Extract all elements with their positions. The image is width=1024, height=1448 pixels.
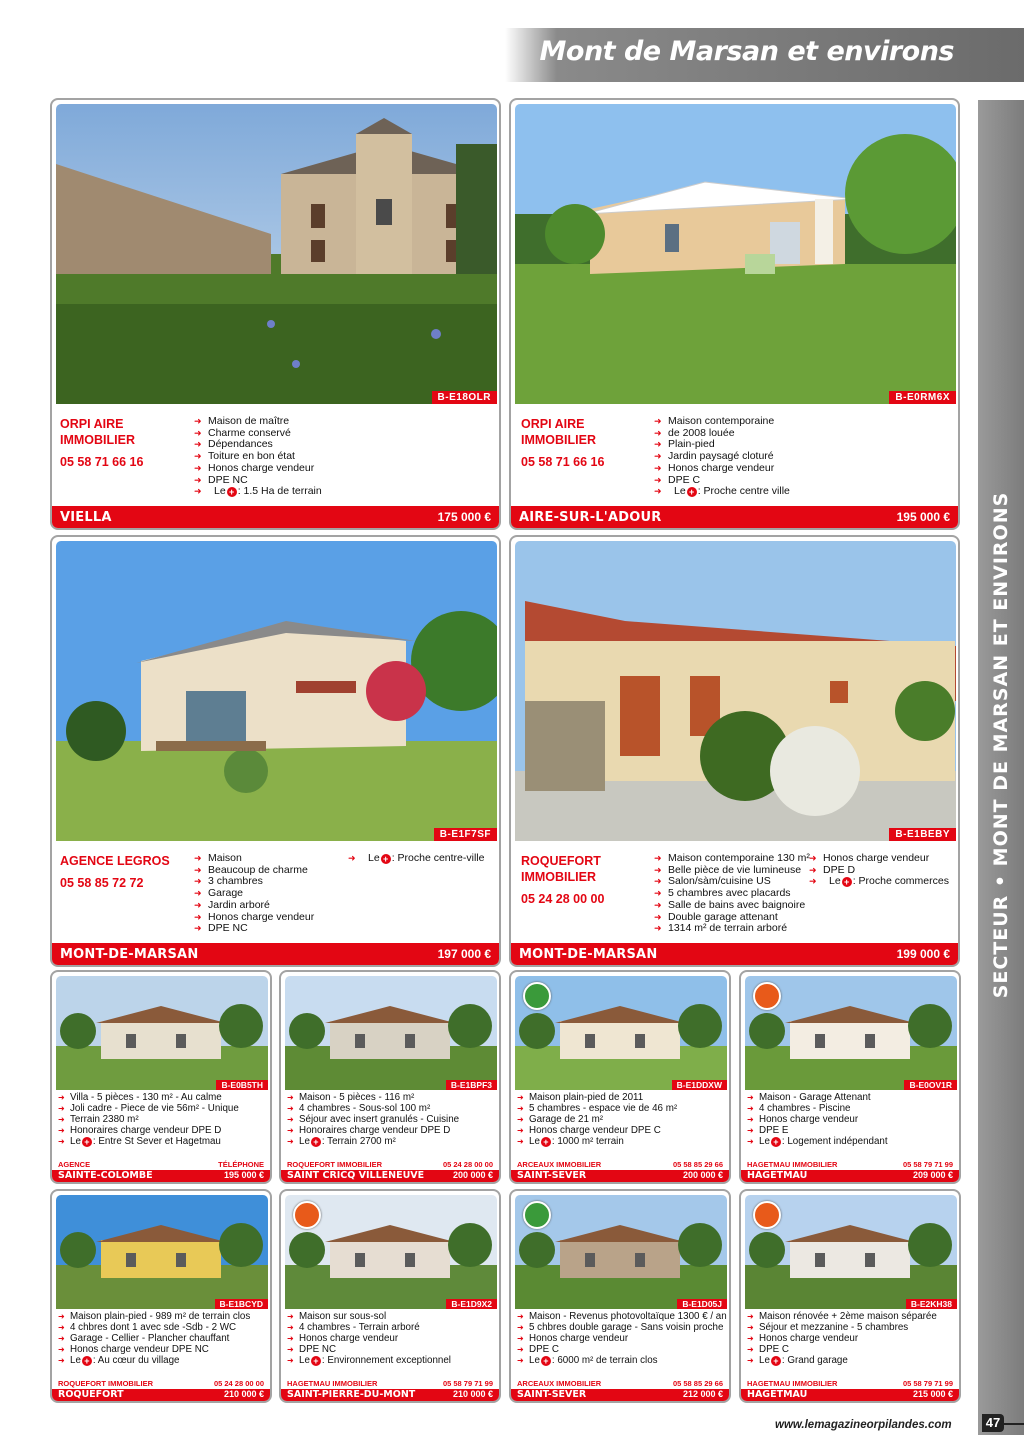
feature-item: ➜ Séjour avec insert granulés - Cuisine [287, 1114, 459, 1125]
listing-reference: B-E1F7SF [434, 828, 497, 841]
city-name: AIRE-SUR-L'ADOUR [519, 510, 662, 525]
city-price-bar [52, 1389, 270, 1401]
feature-item: ➜ 4 chambres - Piscine [747, 1103, 888, 1114]
agency-phone: 05 58 85 29 66 [672, 1379, 723, 1388]
small-listing-card[interactable] [279, 1189, 501, 1403]
city-price-bar [52, 943, 499, 965]
feature-item: ➜ Salon/sàm/cuisine US [654, 876, 810, 888]
property-photo [745, 976, 957, 1090]
feature-item: ➜ Honos charge vendeur DPE C [517, 1125, 677, 1136]
plus-icon: + [82, 1137, 92, 1147]
listing-card[interactable] [50, 535, 501, 967]
property-photo [56, 1195, 268, 1309]
feature-item: ➜ 4 chbres dont 1 avec sde -Sdb - 2 WC [58, 1322, 250, 1333]
agency-phone: 05 24 28 00 00 [521, 892, 605, 906]
feature-plus-item: ➜ Le + : Entre St Sever et Hagetmau [58, 1136, 239, 1147]
listing-reference: B-E18OLR [432, 391, 497, 404]
agency-line [741, 1160, 959, 1170]
agency-name: ROQUEFORT IMMOBILIER [58, 1379, 153, 1388]
price: 212 000 € [682, 1389, 723, 1399]
feature-item: ➜ 5 chambres avec placards [654, 888, 810, 900]
feature-plus-item: ➜ Le + : Grand garage [747, 1355, 937, 1366]
agency-name: HAGETMAU IMMOBILIER [287, 1379, 378, 1388]
price: 197 000 € [437, 947, 491, 961]
property-photo [56, 976, 268, 1090]
feature-list [654, 853, 810, 935]
section-header-banner [505, 28, 1024, 82]
agency-name: ARCEAUX IMMOBILIER [517, 1160, 602, 1169]
property-photo [515, 104, 956, 404]
agency-phone: 05 58 85 72 72 [60, 876, 144, 890]
feature-item: ➜ Honoraires charge vendeur DPE D [58, 1125, 239, 1136]
city-price-bar [741, 1170, 959, 1182]
house-photo [285, 976, 497, 1090]
city-name: SAINT CRICQ VILLENEUVE [287, 1170, 425, 1181]
feature-item: ➜ 5 chbres double garage - Sans voisin proche [517, 1322, 727, 1333]
listing-reference: B-E1D05J [677, 1299, 727, 1309]
listing-reference: B-E0OV1R [904, 1080, 957, 1090]
price: 209 000 € [912, 1170, 953, 1180]
plus-icon: + [227, 487, 237, 497]
plus-icon: + [311, 1356, 321, 1366]
house-photo [56, 1195, 268, 1309]
chateau-photo [56, 104, 497, 404]
feature-item: ➜ DPE C [654, 475, 790, 487]
agency-line [511, 1379, 729, 1389]
small-listing-card[interactable] [50, 970, 272, 1184]
city-price-bar [511, 1389, 729, 1401]
price: 175 000 € [437, 510, 491, 524]
agency-name: HAGETMAU IMMOBILIER [747, 1160, 838, 1169]
price: 210 000 € [223, 1389, 264, 1399]
feature-item: ➜ Honos charge vendeur [747, 1333, 937, 1344]
feature-item: ➜ Belle pièce de vie lumineuse [654, 865, 810, 877]
feature-item: ➜ DPE NC [287, 1344, 451, 1355]
feature-item: ➜ Salle de bains avec baignoire [654, 900, 810, 912]
feature-item: ➜ Honoraires charge vendeur DPE D [287, 1125, 459, 1136]
house-badge-icon [523, 982, 551, 1010]
price: 210 000 € [452, 1389, 493, 1399]
city-price-bar [281, 1170, 499, 1182]
agency-phone: 05 58 71 66 16 [521, 455, 605, 469]
agency-line [52, 1379, 270, 1389]
page-number-rule [1004, 1423, 1024, 1425]
feature-list-secondary [348, 853, 484, 865]
feature-item: ➜ 3 chambres [194, 876, 314, 888]
feature-list [194, 416, 322, 498]
small-listing-card[interactable] [279, 970, 501, 1184]
house-badge-icon [293, 1201, 321, 1229]
agency-phone: 05 58 85 29 66 [672, 1160, 723, 1169]
feature-list [654, 416, 790, 498]
agency-line [52, 1160, 270, 1170]
house-badge-icon [753, 1201, 781, 1229]
feature-list [747, 1092, 888, 1147]
feature-item: ➜ Maison de maître [194, 416, 322, 428]
feature-item: ➜ Maison plain-pied - 989 m² de terrain clos [58, 1311, 250, 1322]
feature-item: ➜ 5 chambres - espace vie de 46 m² [517, 1103, 677, 1114]
feature-item: ➜ Garage - Cellier - Plancher chauffant [58, 1333, 250, 1344]
plus-icon: + [311, 1137, 321, 1147]
city-name: HAGETMAU [747, 1389, 808, 1400]
feature-plus-item: ➜ Le + : Logement indépendant [747, 1136, 888, 1147]
listing-reference: B-E1BPF3 [446, 1080, 497, 1090]
feature-plus-item: ➜ Le + : 1000 m² terrain [517, 1136, 677, 1147]
feature-item: ➜ Maison plain-pied de 2011 [517, 1092, 677, 1103]
feature-item: ➜ Honos charge vendeur [194, 912, 314, 924]
feature-item: ➜ Terrain 2380 m² [58, 1114, 239, 1125]
house-badge-icon [523, 1201, 551, 1229]
feature-item: ➜ DPE NC [194, 475, 322, 487]
feature-item: ➜ Maison contemporaine 130 m² [654, 853, 810, 865]
agency-name: HAGETMAU IMMOBILIER [747, 1379, 838, 1388]
agency-line [281, 1160, 499, 1170]
feature-item: ➜ Dépendances [194, 439, 322, 451]
city-price-bar [281, 1389, 499, 1401]
city-name: SAINT-PIERRE-DU-MONT [287, 1389, 416, 1400]
property-photo [745, 1195, 957, 1309]
feature-item: ➜ Honos charge vendeur [809, 853, 949, 865]
feature-item: ➜ Maison contemporaine [654, 416, 790, 428]
city-price-bar [741, 1389, 959, 1401]
feature-item: ➜ Toiture en bon état [194, 451, 322, 463]
city-name: SAINT-SEVER [517, 1170, 587, 1181]
page-number: 47 [982, 1414, 1004, 1432]
agency-name: ARCEAUX IMMOBILIER [517, 1379, 602, 1388]
house-garden-photo [56, 541, 497, 841]
agency-name: AGENCE [58, 1160, 91, 1169]
city-price-bar [52, 506, 499, 528]
feature-item: ➜ Honos charge vendeur [747, 1114, 888, 1125]
listing-reference: B-E1D9X2 [446, 1299, 497, 1309]
feature-item: ➜ Garage [194, 888, 314, 900]
feature-item: ➜ Joli cadre - Piece de vie 56m² - Unique [58, 1103, 239, 1114]
feature-item: ➜ 4 chambres - Terrain arboré [287, 1322, 451, 1333]
city-price-bar [511, 943, 958, 965]
feature-item: ➜ Villa - 5 pièces - 130 m² - Au calme [58, 1092, 239, 1103]
city-name: ROQUEFORT [58, 1389, 124, 1400]
agency-info [521, 416, 651, 470]
property-photo [285, 1195, 497, 1309]
listing-reference: B-E1BEBY [889, 828, 956, 841]
small-listing-card[interactable] [50, 1189, 272, 1403]
listing-card[interactable] [509, 535, 960, 967]
feature-item: ➜ Honos charge vendeur [287, 1333, 451, 1344]
feature-item: ➜ Maison - Revenus photovoltaïque 1300 € / an [517, 1311, 727, 1322]
footer-url[interactable]: www.lemagazineorpilandes.com [775, 1419, 952, 1431]
feature-list [194, 853, 314, 935]
listing-reference: B-E1BCYD [215, 1299, 268, 1309]
listing-reference: B-E1DDXW [672, 1080, 727, 1090]
city-name: SAINT-SEVER [517, 1389, 587, 1400]
agency-name: ORPI AIRE IMMOBILIER [60, 417, 135, 447]
feature-item: ➜ Maison - Garage Attenant [747, 1092, 888, 1103]
feature-item: ➜ Double garage attenant [654, 912, 810, 924]
feature-item: ➜ Beaucoup de charme [194, 865, 314, 877]
feature-item: ➜ Jardin arboré [194, 900, 314, 912]
feature-plus-item: ➜ Le + : Environnement exceptionnel [287, 1355, 451, 1366]
feature-item: ➜ DPE D [809, 865, 949, 877]
agency-phone: 05 24 28 00 00 [213, 1379, 264, 1388]
agency-name: ORPI AIRE IMMOBILIER [521, 417, 596, 447]
agency-line [281, 1379, 499, 1389]
feature-item: ➜ Plain-pied [654, 439, 790, 451]
listing-card[interactable] [509, 98, 960, 530]
agency-line [511, 1160, 729, 1170]
property-photo [515, 1195, 727, 1309]
agency-phone: TÉLÉPHONE [218, 1160, 264, 1169]
city-name: MONT-DE-MARSAN [60, 947, 199, 962]
feature-list [747, 1311, 937, 1366]
house-photo [515, 104, 956, 404]
feature-item: ➜ Garage de 21 m² [517, 1114, 677, 1125]
agency-name: AGENCE LEGROS [60, 854, 170, 868]
city-name: HAGETMAU [747, 1170, 808, 1181]
plus-icon: + [541, 1356, 551, 1366]
property-photo [515, 976, 727, 1090]
plus-icon: + [82, 1356, 92, 1366]
feature-item: ➜ DPE C [517, 1344, 727, 1355]
feature-item: ➜ 4 chambres - Sous-sol 100 m² [287, 1103, 459, 1114]
feature-item: ➜ Maison [194, 853, 314, 865]
small-listing-card[interactable] [509, 970, 731, 1184]
agency-phone: 05 58 71 66 16 [60, 455, 144, 469]
feature-plus-item: ➜ Le + : Proche commerces [809, 876, 949, 888]
price: 195 000 € [223, 1170, 264, 1180]
small-listing-card[interactable] [509, 1189, 731, 1403]
house-photo [56, 976, 268, 1090]
agency-phone: 05 58 79 71 99 [442, 1379, 493, 1388]
feature-item: ➜ Séjour et mezzanine - 5 chambres [747, 1322, 937, 1333]
agency-phone: 05 58 79 71 99 [902, 1379, 953, 1388]
listing-reference: B-E2KH38 [906, 1299, 957, 1309]
section-title: Mont de Marsan et environs [539, 36, 954, 67]
agency-phone: 05 58 79 71 99 [902, 1160, 953, 1169]
feature-plus-item: ➜ Le + : Au cœur du village [58, 1355, 250, 1366]
listing-reference: B-E0B5TH [216, 1080, 268, 1090]
feature-item: ➜ Honos charge vendeur [654, 463, 790, 475]
agency-line [741, 1379, 959, 1389]
feature-plus-item: ➜ Le + : Proche centre-ville [348, 853, 484, 865]
price: 215 000 € [912, 1389, 953, 1399]
small-listing-card[interactable] [739, 1189, 961, 1403]
agency-name: ROQUEFORT IMMOBILIER [287, 1160, 382, 1169]
feature-item: ➜ Maison - 5 pièces - 116 m² [287, 1092, 459, 1103]
side-sector-label: SECTEUR • MONT DE MARSAN ET ENVIRONS [990, 491, 1012, 999]
feature-plus-item: ➜ Le + : 1.5 Ha de terrain [194, 486, 322, 498]
feature-plus-item: ➜ Le + : 6000 m² de terrain clos [517, 1355, 727, 1366]
price: 200 000 € [682, 1170, 723, 1180]
feature-list [517, 1092, 677, 1147]
house-palm-photo [515, 541, 956, 841]
feature-item: ➜ DPE NC [194, 923, 314, 935]
feature-plus-item: ➜ Le + : Proche centre ville [654, 486, 790, 498]
feature-item: ➜ Jardin paysagé cloturé [654, 451, 790, 463]
agency-info [521, 853, 651, 907]
property-photo [515, 541, 956, 841]
city-price-bar [52, 1170, 270, 1182]
feature-item-continued: ➜ de 2008 louée [654, 428, 790, 440]
feature-list [287, 1311, 451, 1366]
agency-name: ROQUEFORT IMMOBILIER [521, 854, 601, 884]
city-price-bar [511, 1170, 729, 1182]
plus-icon: + [771, 1137, 781, 1147]
house-badge-icon [753, 982, 781, 1010]
feature-item: ➜ Honos charge vendeur DPE NC [58, 1344, 250, 1355]
agency-info [60, 416, 190, 470]
city-price-bar [511, 506, 958, 528]
agency-phone: 05 24 28 00 00 [442, 1160, 493, 1169]
plus-icon: + [771, 1356, 781, 1366]
feature-item: ➜ Maison rénovée + 2ème maison séparée [747, 1311, 937, 1322]
plus-icon: + [381, 854, 391, 864]
city-name: MONT-DE-MARSAN [519, 947, 658, 962]
plus-icon: + [687, 487, 697, 497]
feature-item: ➜ 1314 m² de terrain arboré [654, 923, 810, 935]
city-name: VIELLA [60, 510, 112, 525]
listing-card[interactable] [50, 98, 501, 530]
price: 195 000 € [896, 510, 950, 524]
feature-item: ➜ Honos charge vendeur [194, 463, 322, 475]
plus-icon: + [842, 877, 852, 887]
feature-list [287, 1092, 459, 1147]
feature-item: ➜ Honos charge vendeur [517, 1333, 727, 1344]
property-photo [285, 976, 497, 1090]
listing-reference: B-E0RM6X [889, 391, 956, 404]
feature-list [517, 1311, 727, 1366]
plus-icon: + [541, 1137, 551, 1147]
property-photo [56, 104, 497, 404]
feature-item: ➜ Maison sur sous-sol [287, 1311, 451, 1322]
feature-list-secondary [809, 853, 949, 888]
small-listing-card[interactable] [739, 970, 961, 1184]
price: 200 000 € [452, 1170, 493, 1180]
feature-item: ➜ DPE E [747, 1125, 888, 1136]
price: 199 000 € [896, 947, 950, 961]
feature-list [58, 1092, 239, 1147]
city-name: SAINTE-COLOMBE [58, 1170, 153, 1181]
feature-list [58, 1311, 250, 1366]
feature-plus-item: ➜ Le + : Terrain 2700 m² [287, 1136, 459, 1147]
property-photo [56, 541, 497, 841]
agency-info [60, 853, 190, 891]
feature-item: ➜ Charme conservé [194, 428, 322, 440]
feature-item: ➜ DPE C [747, 1344, 937, 1355]
